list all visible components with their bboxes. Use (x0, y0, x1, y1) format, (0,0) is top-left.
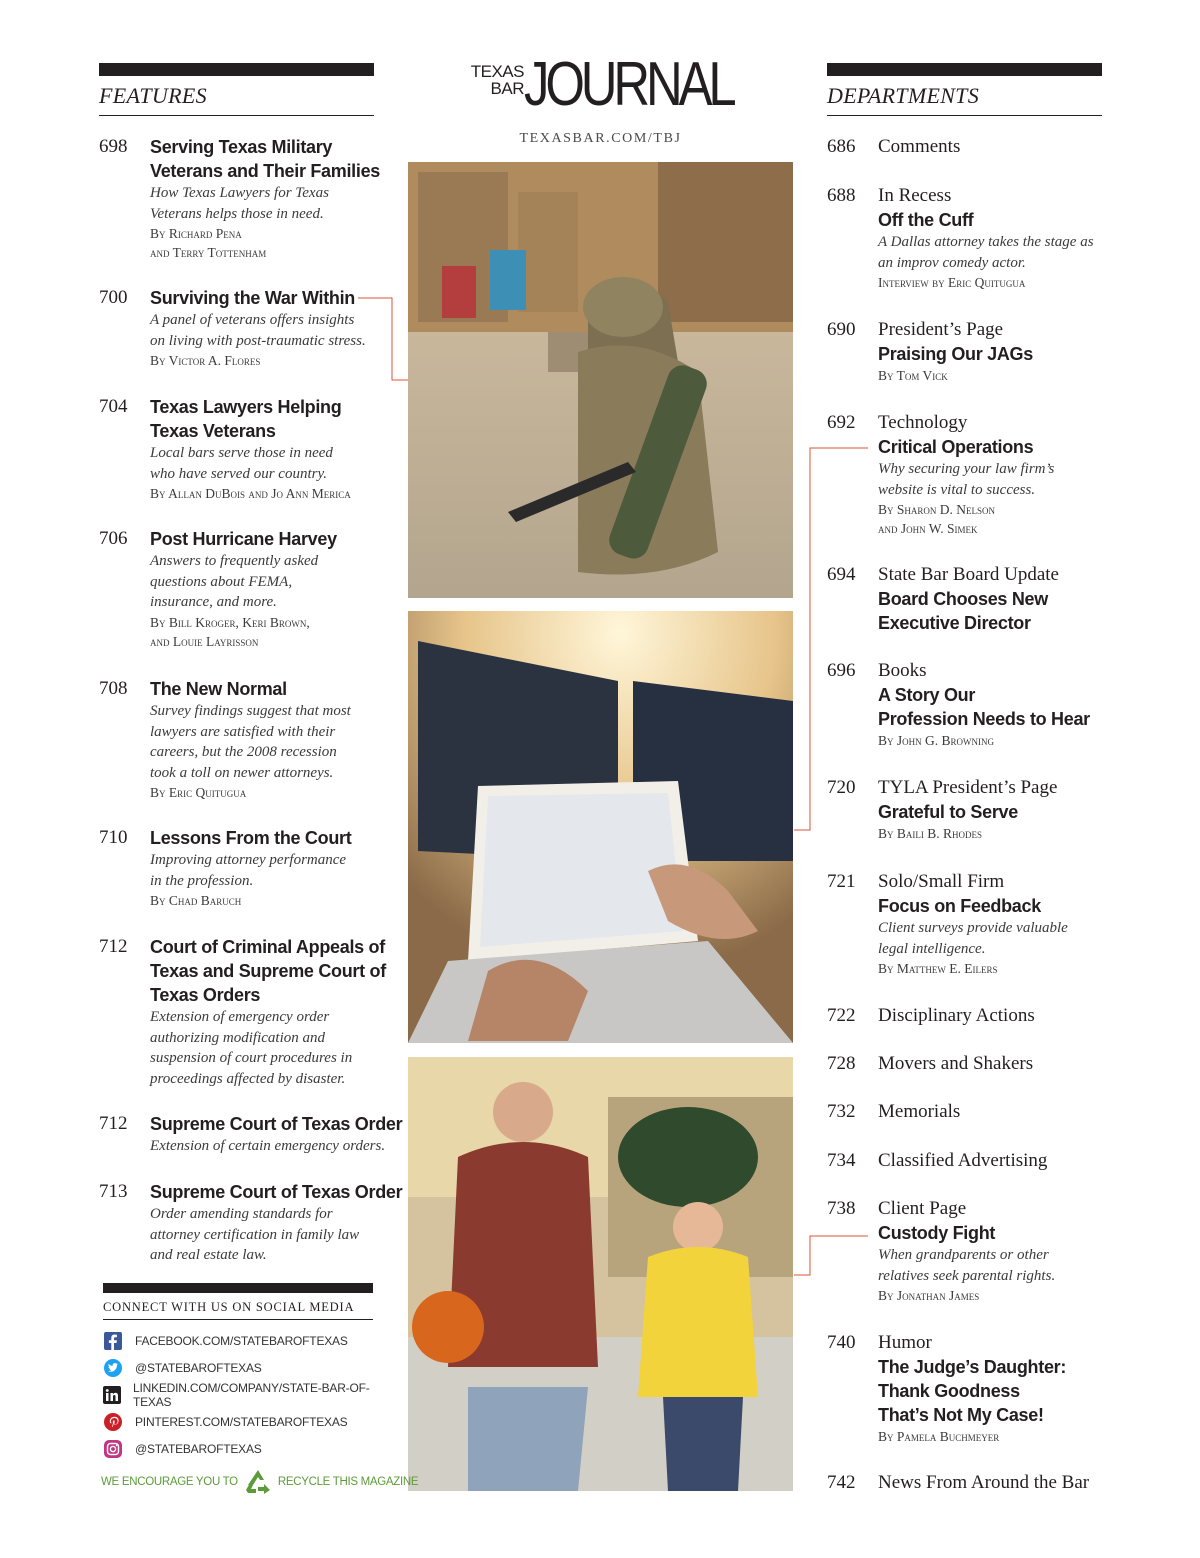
social-link-linkedin[interactable] (103, 1381, 373, 1409)
department-entry[interactable] (827, 1052, 1158, 1076)
social-title: CONNECT WITH US ON SOCIAL MEDIA (103, 1300, 373, 1320)
recycle-icon (242, 1468, 274, 1496)
page-number: 722 (827, 1005, 856, 1026)
department-name: Movers and Shakers (878, 1053, 1034, 1074)
page-number: 708 (99, 678, 128, 699)
feature-byline: By Victor A. Flores (150, 353, 261, 368)
feature-entry[interactable] (99, 1112, 425, 1157)
page-number: 692 (827, 412, 856, 433)
page-number: 694 (827, 564, 856, 585)
social-link-pinterest[interactable] (103, 1411, 347, 1433)
feature-description: Extension of emergency order authorizing modification and suspension of court procedures in proceedings affected by disaster. (150, 1009, 353, 1087)
department-name: Client Page (878, 1198, 967, 1219)
department-entry[interactable] (827, 1100, 1158, 1124)
page-number: 712 (99, 1113, 128, 1134)
department-name: Technology (878, 412, 968, 433)
social-link-facebook[interactable] (103, 1330, 348, 1352)
social-link-text: PINTEREST.COM/STATEBAROFTEXAS (135, 1415, 348, 1429)
features-title: FEATURES (99, 83, 374, 116)
feature-title: Post Hurricane Harvey (150, 529, 337, 549)
page-number: 704 (99, 396, 128, 417)
social-link-text: @STATEBAROFTEXAS (135, 1361, 262, 1375)
feature-entry[interactable] (99, 395, 425, 503)
feature-title: Serving Texas Military Veterans and Their Families (150, 137, 380, 181)
department-entry[interactable] (827, 563, 1158, 635)
feature-description: A panel of veterans offers insights on living with post-traumatic stress. (150, 312, 366, 349)
department-name: Disciplinary Actions (878, 1005, 1035, 1026)
feature-byline: By Bill Kroger, Keri Brown, and Louie Layrisson (150, 614, 310, 649)
feature-title: Supreme Court of Texas Order (150, 1182, 403, 1202)
site-url[interactable]: TEXASBAR.COM/TBJ (519, 131, 682, 146)
department-byline: By Matthew E. Eilers (878, 961, 998, 976)
social-rule (103, 1283, 373, 1293)
page-number: 721 (827, 871, 856, 892)
feature-description: Answers to frequently asked questions about FEMA, insurance, and more. (150, 553, 319, 610)
social-link-instagram[interactable] (103, 1438, 262, 1460)
twitter-icon (103, 1358, 123, 1378)
page-number: 688 (827, 185, 856, 206)
photo-grandparent (408, 1057, 793, 1491)
department-name: Humor (878, 1332, 932, 1353)
department-entry[interactable] (827, 135, 1158, 159)
department-description: When grandparents or other relatives seek parental rights. (878, 1247, 1056, 1284)
feature-entry[interactable] (99, 677, 425, 802)
department-entry[interactable] (827, 1471, 1158, 1495)
feature-title: The New Normal (150, 679, 287, 699)
feature-title: Lessons From the Court (150, 828, 352, 848)
department-byline: By Jonathan James (878, 1288, 980, 1303)
logo-journal: JOURNAL (524, 50, 733, 119)
department-byline: By Baili B. Rhodes (878, 826, 983, 841)
page-number: 706 (99, 528, 128, 549)
department-article-title: A Story Our Profession Needs to Hear (878, 685, 1090, 729)
department-entry[interactable] (827, 1197, 1158, 1305)
department-name: Solo/Small Firm (878, 871, 1005, 892)
facebook-icon (103, 1331, 123, 1351)
department-article-title: Board Chooses New Executive Director (878, 589, 1048, 633)
page-number: 690 (827, 319, 856, 340)
features-rule (99, 63, 374, 76)
feature-byline: By Eric Quitugua (150, 785, 247, 800)
department-entry[interactable] (827, 1331, 1158, 1446)
page-number: 713 (99, 1181, 128, 1202)
departments-title: DEPARTMENTS (827, 83, 1102, 116)
page-number: 742 (827, 1472, 856, 1493)
department-name: News From Around the Bar (878, 1472, 1090, 1493)
feature-entry[interactable] (99, 1180, 425, 1266)
page-number: 740 (827, 1332, 856, 1353)
department-name: TYLA President’s Page (878, 777, 1058, 798)
feature-entry[interactable] (99, 935, 425, 1089)
page-number: 734 (827, 1150, 856, 1171)
instagram-icon (103, 1439, 123, 1459)
feature-title: Texas Lawyers Helping Texas Veterans (150, 397, 342, 441)
department-article-title: Grateful to Serve (878, 802, 1018, 822)
logo-texas-bar: TEXAS BAR (470, 62, 524, 98)
recycle-left-text: WE ENCOURAGE YOU TO (101, 1476, 238, 1488)
department-entry[interactable] (827, 659, 1158, 750)
department-entry[interactable] (827, 776, 1158, 843)
department-article-title: Praising Our JAGs (878, 344, 1033, 364)
feature-byline: By Richard Pena and Terry Tottenham (150, 226, 267, 260)
social-link-text: LINKEDIN.COM/COMPANY/STATE-BAR-OF-TEXAS (133, 1381, 370, 1409)
department-byline: Interview by Eric Quitugua (878, 275, 1026, 290)
department-byline: By Pamela Buchmeyer (878, 1429, 1000, 1444)
page-number: 712 (99, 936, 128, 957)
photo-laptop (408, 611, 793, 1043)
department-article-title: Custody Fight (878, 1223, 996, 1243)
connector-line-right-client (790, 1228, 870, 1278)
features-column (99, 0, 374, 116)
feature-entry[interactable] (99, 527, 425, 651)
feature-byline: By Allan DuBois and Jo Ann Merica (150, 486, 351, 501)
page-number: 732 (827, 1101, 856, 1122)
department-description: Client surveys provide valuable legal intelligence. (878, 920, 1068, 957)
feature-description: Extension of certain emergency orders. (150, 1138, 386, 1154)
department-name: State Bar Board Update (878, 564, 1059, 585)
department-article-title: Critical Operations (878, 437, 1034, 457)
feature-description: Order amending standards for attorney certification in family law and real estate law. (150, 1206, 360, 1263)
page-number: 698 (99, 136, 128, 157)
department-entry[interactable] (827, 318, 1158, 385)
department-description: A Dallas attorney takes the stage as an improv comedy actor. (878, 234, 1094, 271)
feature-title: Court of Criminal Appeals of Texas and Supreme Court of Texas Orders (150, 937, 386, 1005)
recycle-right-text: RECYCLE THIS MAGAZINE (277, 1476, 419, 1488)
page-number: 738 (827, 1198, 856, 1219)
departments-column (827, 0, 1102, 116)
page-number: 728 (827, 1053, 856, 1074)
department-entry[interactable] (827, 411, 1158, 538)
feature-entry[interactable] (99, 826, 425, 910)
department-entry[interactable] (827, 1149, 1158, 1173)
department-entry[interactable] (827, 184, 1158, 292)
department-name: Memorials (878, 1101, 961, 1122)
feature-byline: By Chad Baruch (150, 893, 242, 908)
page-number: 686 (827, 136, 856, 157)
social-media-box (103, 1283, 373, 1456)
feature-entry[interactable] (99, 135, 425, 262)
feature-description: Local bars serve those in need who have served our country. (150, 445, 333, 482)
department-name: Comments (878, 136, 961, 157)
feature-description: Improving attorney performance in the profession. (150, 852, 347, 889)
feature-title: Surviving the War Within (150, 288, 355, 308)
department-byline: By Sharon D. Nelson and John W. Simek (878, 502, 996, 536)
department-entry[interactable] (827, 870, 1158, 978)
social-link-text: FACEBOOK.COM/STATEBAROFTEXAS (135, 1334, 348, 1348)
connector-line-left (358, 290, 410, 382)
feature-description: Survey findings suggest that most lawyers are satisfied with their careers, but the 2008 recession took a toll on newer attorneys. (150, 703, 351, 781)
feature-title: Supreme Court of Texas Order (150, 1114, 403, 1134)
department-article-title: The Judge’s Daughter: Thank Goodness That’s Not My Case! (878, 1357, 1067, 1425)
linkedin-icon (103, 1385, 121, 1405)
department-entry[interactable] (827, 1004, 1158, 1028)
page-number: 710 (99, 827, 128, 848)
pinterest-icon (103, 1412, 123, 1432)
department-name: Classified Advertising (878, 1150, 1048, 1171)
department-byline: By John G. Browning (878, 733, 995, 748)
departments-rule (827, 63, 1102, 76)
department-article-title: Off the Cuff (878, 210, 974, 230)
page-number: 700 (99, 287, 128, 308)
department-name: In Recess (878, 185, 952, 206)
connector-line-right-tech (790, 440, 870, 832)
department-name: President’s Page (878, 319, 1004, 340)
department-description: Why securing your law firm’s website is vital to success. (878, 461, 1055, 498)
journal-logo[interactable] (462, 50, 742, 120)
page-number: 696 (827, 660, 856, 681)
recycle-note (101, 1468, 419, 1496)
social-link-twitter[interactable] (103, 1357, 262, 1379)
page-number: 720 (827, 777, 856, 798)
department-article-title: Focus on Feedback (878, 896, 1041, 916)
social-link-text: @STATEBAROFTEXAS (135, 1442, 262, 1456)
department-byline: By Tom Vick (878, 368, 948, 383)
department-name: Books (878, 660, 927, 681)
photo-soldier (408, 162, 793, 598)
feature-description: How Texas Lawyers for Texas Veterans helps those in need. (150, 185, 329, 222)
